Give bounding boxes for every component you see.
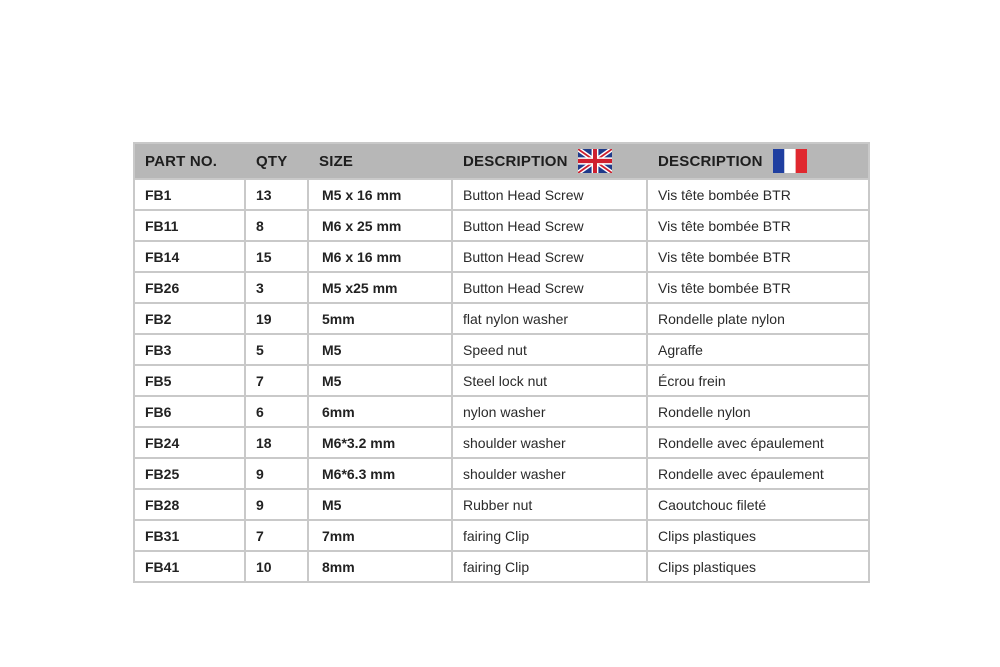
description-en-cell: flat nylon washer bbox=[453, 302, 648, 333]
size-cell: M6*3.2 mm bbox=[309, 426, 453, 457]
france-flag-icon bbox=[773, 149, 807, 173]
size-cell: M5 x 16 mm bbox=[309, 178, 453, 209]
table-row bbox=[135, 457, 868, 488]
header-description-fr bbox=[648, 144, 868, 178]
description-fr-cell: Clips plastiques bbox=[648, 519, 868, 550]
part-number-cell: FB25 bbox=[135, 457, 246, 488]
table-row bbox=[135, 364, 868, 395]
table-row bbox=[135, 302, 868, 333]
part-number-cell: FB1 bbox=[135, 178, 246, 209]
part-number-cell: FB14 bbox=[135, 240, 246, 271]
description-fr-cell: Vis tête bombée BTR bbox=[648, 271, 868, 302]
size-cell: 8mm bbox=[309, 550, 453, 581]
quantity-cell: 7 bbox=[246, 364, 309, 395]
table-row bbox=[135, 395, 868, 426]
table-header bbox=[135, 144, 868, 178]
size-cell: M6 x 25 mm bbox=[309, 209, 453, 240]
quantity-cell: 18 bbox=[246, 426, 309, 457]
table-row bbox=[135, 178, 868, 209]
part-number-cell: FB3 bbox=[135, 333, 246, 364]
size-cell: 6mm bbox=[309, 395, 453, 426]
header-description-en bbox=[453, 144, 648, 178]
part-number-cell: FB2 bbox=[135, 302, 246, 333]
quantity-cell: 5 bbox=[246, 333, 309, 364]
description-en-cell: Rubber nut bbox=[453, 488, 648, 519]
quantity-cell: 13 bbox=[246, 178, 309, 209]
description-en-cell: Button Head Screw bbox=[453, 209, 648, 240]
part-number-cell: FB31 bbox=[135, 519, 246, 550]
description-fr-cell: Écrou frein bbox=[648, 364, 868, 395]
header-row bbox=[135, 144, 868, 178]
description-fr-cell: Agraffe bbox=[648, 333, 868, 364]
description-en-cell: shoulder washer bbox=[453, 457, 648, 488]
size-cell: M6*6.3 mm bbox=[309, 457, 453, 488]
description-en-cell: fairing Clip bbox=[453, 550, 648, 581]
header-description-fr-label: DESCRIPTION bbox=[658, 152, 763, 170]
quantity-cell: 9 bbox=[246, 457, 309, 488]
part-number-cell: FB5 bbox=[135, 364, 246, 395]
quantity-cell: 6 bbox=[246, 395, 309, 426]
part-number-cell: FB26 bbox=[135, 271, 246, 302]
part-number-cell: FB24 bbox=[135, 426, 246, 457]
size-cell: M5 x25 mm bbox=[309, 271, 453, 302]
quantity-cell: 10 bbox=[246, 550, 309, 581]
part-number-cell: FB6 bbox=[135, 395, 246, 426]
description-fr-cell: Clips plastiques bbox=[648, 550, 868, 581]
size-cell: M5 bbox=[309, 488, 453, 519]
table-row bbox=[135, 426, 868, 457]
part-number-cell: FB41 bbox=[135, 550, 246, 581]
quantity-cell: 19 bbox=[246, 302, 309, 333]
description-fr-cell: Vis tête bombée BTR bbox=[648, 178, 868, 209]
header-part-no: PART NO. bbox=[135, 144, 246, 178]
table-row bbox=[135, 240, 868, 271]
description-en-cell: nylon washer bbox=[453, 395, 648, 426]
parts-table bbox=[133, 142, 870, 583]
description-fr-cell: Rondelle plate nylon bbox=[648, 302, 868, 333]
table-row bbox=[135, 209, 868, 240]
description-fr-cell: Vis tête bombée BTR bbox=[648, 240, 868, 271]
header-size: SIZE bbox=[309, 144, 453, 178]
table-row bbox=[135, 271, 868, 302]
description-en-cell: Steel lock nut bbox=[453, 364, 648, 395]
description-fr-cell: Caoutchouc fileté bbox=[648, 488, 868, 519]
header-description-en-label: DESCRIPTION bbox=[463, 152, 568, 170]
uk-flag-icon bbox=[578, 149, 612, 173]
description-en-cell: Speed nut bbox=[453, 333, 648, 364]
size-cell: M5 bbox=[309, 333, 453, 364]
description-fr-cell: Rondelle nylon bbox=[648, 395, 868, 426]
quantity-cell: 15 bbox=[246, 240, 309, 271]
part-number-cell: FB11 bbox=[135, 209, 246, 240]
description-en-cell: Button Head Screw bbox=[453, 178, 648, 209]
description-en-cell: fairing Clip bbox=[453, 519, 648, 550]
table-row bbox=[135, 333, 868, 364]
quantity-cell: 9 bbox=[246, 488, 309, 519]
size-cell: M5 bbox=[309, 364, 453, 395]
table-body bbox=[135, 178, 868, 581]
size-cell: M6 x 16 mm bbox=[309, 240, 453, 271]
table-row bbox=[135, 519, 868, 550]
header-qty: QTY bbox=[246, 144, 309, 178]
quantity-cell: 3 bbox=[246, 271, 309, 302]
part-number-cell: FB28 bbox=[135, 488, 246, 519]
description-en-cell: Button Head Screw bbox=[453, 240, 648, 271]
quantity-cell: 8 bbox=[246, 209, 309, 240]
description-en-cell: shoulder washer bbox=[453, 426, 648, 457]
size-cell: 7mm bbox=[309, 519, 453, 550]
description-fr-cell: Vis tête bombée BTR bbox=[648, 209, 868, 240]
description-en-cell: Button Head Screw bbox=[453, 271, 648, 302]
description-fr-cell: Rondelle avec épaulement bbox=[648, 457, 868, 488]
table-row bbox=[135, 488, 868, 519]
quantity-cell: 7 bbox=[246, 519, 309, 550]
description-fr-cell: Rondelle avec épaulement bbox=[648, 426, 868, 457]
table-row bbox=[135, 550, 868, 581]
size-cell: 5mm bbox=[309, 302, 453, 333]
